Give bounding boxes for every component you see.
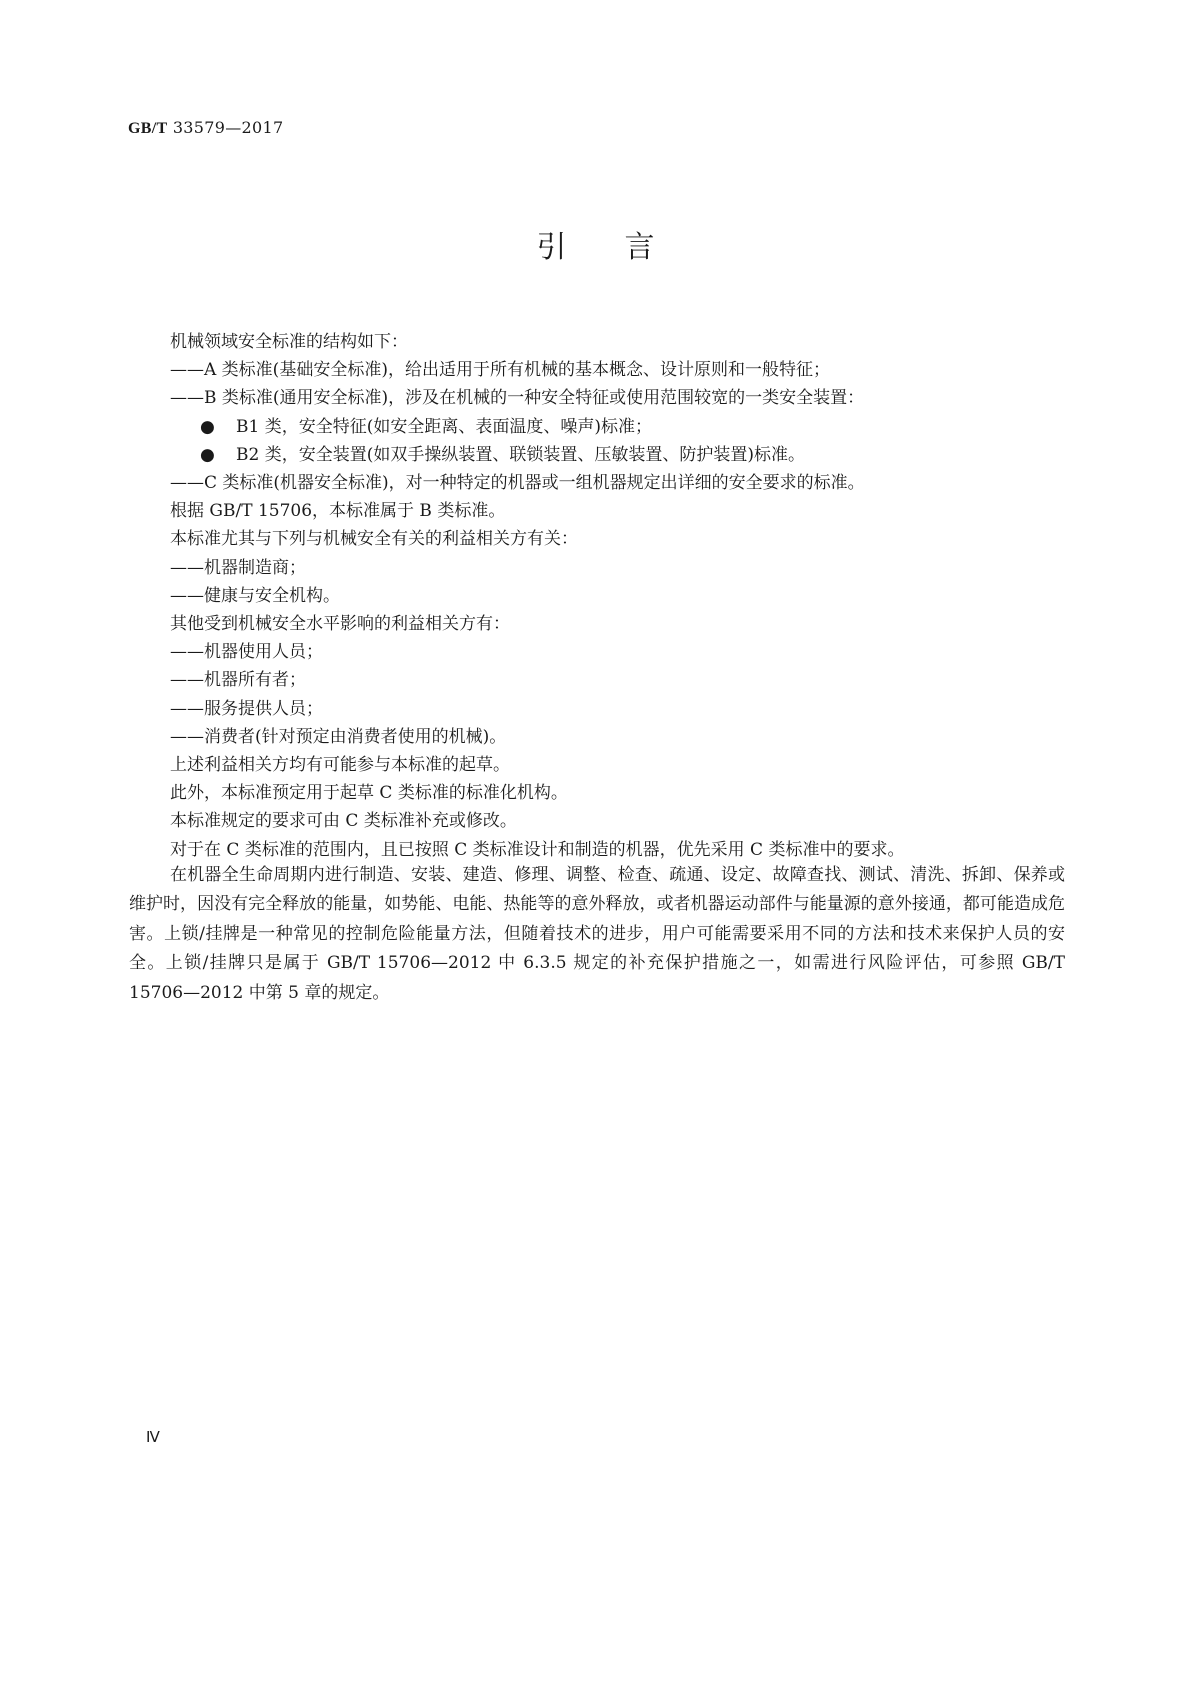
text-line: ——C 类标准(机器安全标准)，对一种特定的机器或一组机器规定出详细的安全要求的标准。 (170, 473, 865, 494)
text-line: ——健康与安全机构。 (170, 585, 340, 606)
text-line: ——B 类标准(通用安全标准)，涉及在机械的一种安全特征或使用范围较宽的一类安全装置： (170, 388, 865, 409)
text-line: ——A 类标准(基础安全标准)，给出适用于所有机械的基本概念、设计原则和一般特征； (170, 360, 830, 381)
text-line: ——机器所有者； (170, 670, 306, 691)
text-line: 本标准规定的要求可由 C 类标准补充或修改。 (170, 811, 517, 832)
document-code (128, 118, 283, 138)
text-line: 此外，本标准预定用于起草 C 类标准的标准化机构。 (170, 783, 568, 804)
text-line: 上述利益相关方均有可能参与本标准的起草。 (170, 755, 510, 776)
text-line: 机械领域安全标准的结构如下： (170, 332, 408, 352)
text-line: 本标准尤其与下列与机械安全有关的利益相关方有关： (170, 529, 578, 550)
text-line: ——服务提供人员； (170, 698, 323, 719)
document-code-number: 33579—2017 (167, 118, 284, 137)
bullet-text: B1 类，安全特征(如安全距离、表面温度、噪声)标准； (236, 416, 652, 437)
intro-body (170, 328, 1065, 864)
bullet-item (170, 413, 1065, 441)
text-line: 对于在 C 类标准的范围内，且已按照 C 类标准设计和制造的机器，优先采用 C 类标准中的要求。 (170, 839, 905, 860)
text-line: 其他受到机械安全水平影响的利益相关方有： (170, 614, 510, 635)
text-line: ——消费者(针对预定由消费者使用的机械)。 (170, 726, 507, 747)
text-line: ——机器制造商； (170, 557, 306, 578)
text-line: ——机器使用人员； (170, 642, 323, 663)
page-number: Ⅳ (146, 1430, 160, 1446)
bullet-text: B2 类，安全装置(如双手操纵装置、联锁装置、压敏装置、防护装置)标准。 (236, 444, 805, 465)
lockout-paragraph: 在机器全生命周期内进行制造、安装、建造、修理、调整、检查、疏通、设定、故障查找、测试、清洗、拆卸、保养或维护时，因没有完全释放的能量，如势能、电能、热能等的意外释放，或者机器运动部件与能量源的意外接通，都可能造成危害。上锁/挂牌是一种常见的控制危险能量方法，但随着技术的进步，用户可能需要采用不同的方法和技术来保护人员的安全。上锁/挂牌只是属于 GB/T 15706—2012 中 6.3.5 规定的补充保护措施之一，如需进行风险评估，可参照 GB/T 15706—2012 中第 5 章的规定。 (129, 865, 1065, 1003)
page-title: 引言 (536, 230, 713, 265)
bullet-icon: ● (200, 444, 215, 465)
text-line: 根据 GB/T 15706，本标准属于 B 类标准。 (170, 501, 506, 522)
bullet-item (170, 441, 1065, 469)
bullet-icon: ● (200, 416, 215, 437)
document-code-prefix: GB/T (128, 120, 168, 137)
